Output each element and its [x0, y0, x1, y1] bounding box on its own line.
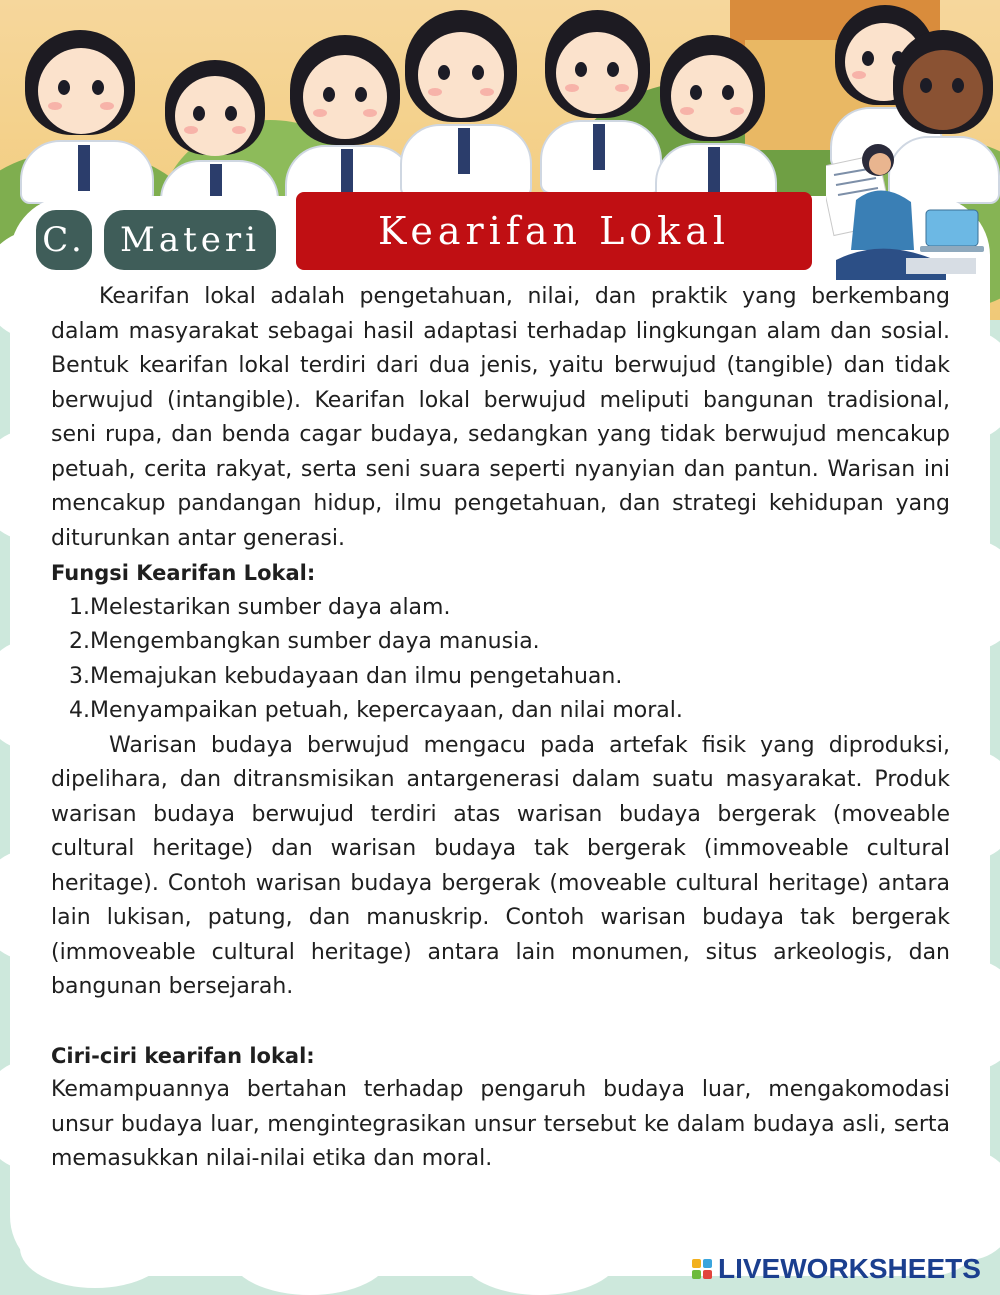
student-figure	[540, 10, 670, 200]
cloud-puff	[20, 1208, 170, 1288]
section-letter-badge	[36, 210, 92, 270]
title-banner	[296, 192, 812, 270]
functions-list	[51, 591, 950, 729]
intro-paragraph: Kearifan lokal adalah pengetahuan, nilai, dan praktik yang berkembang dalam masyarakat sebagai hasil adaptasi terhadap lingkungan alam dan sosial. Bentuk kearifan lokal terdiri dari dua jenis, yaitu berwujud (tangible) dan tidak berwujud (intangible). Kearifan lokal berwujud meliputi bangunan tradisional, seni rupa, dan benda cagar budaya, sedangkan yang tidak berwujud mencakup petuah, cerita rakyat, serta seni suara seperti nyanyian dan pantun. Warisan ini mencakup pandangan hidup, ilmu pengetahuan, dan strategi kehidupan yang diturunkan antar generasi.	[51, 284, 950, 551]
list-item: 4.Menyampaikan petuah, kepercayaan, dan nilai moral.	[69, 698, 683, 723]
list-item: 1.Melestarikan sumber daya alam.	[69, 594, 451, 620]
cloud-puff	[230, 1215, 390, 1295]
characteristics-paragraph: Kemampuannya bertahan terhadap pengaruh budaya luar, mengakomodasi unsur budaya luar, mengintegrasikan unsur tersebut ke dalam budaya asli, serta memasukkan nilai-nilai etika dan moral.	[51, 1077, 950, 1171]
student-figure	[20, 30, 170, 200]
logo-text: LIVEWORKSHEETS	[718, 1253, 981, 1284]
list-item: 2.Mengembangkan sumber daya manusia.	[69, 629, 540, 654]
section-letter: C.	[42, 220, 86, 260]
liveworksheets-logo[interactable]	[692, 1252, 981, 1286]
functions-heading: Fungsi Kearifan Lokal:	[51, 561, 316, 585]
student-figure	[160, 60, 290, 210]
section-label-badge	[104, 210, 276, 270]
logo-blocks-icon	[692, 1259, 712, 1279]
cloud-puff	[460, 1215, 620, 1295]
student-figure	[400, 10, 540, 200]
spacer	[51, 1005, 950, 1039]
reading-student-illustration	[826, 140, 986, 290]
page-title: Kearifan Lokal	[377, 209, 731, 253]
section-label: Materi	[120, 220, 260, 260]
article-body	[51, 280, 950, 1177]
characteristics-heading: Ciri-ciri kearifan lokal:	[51, 1043, 315, 1068]
student-figure	[655, 35, 785, 205]
list-item: 3.Memajukan kebudayaan dan ilmu pengetahuan.	[69, 663, 623, 689]
heritage-paragraph: Warisan budaya berwujud mengacu pada artefak fisik yang diproduksi, dipelihara, dan ditransmisikan antargenerasi dalam suatu masyarakat. Produk warisan budaya berwujud terdiri atas warisan budaya bergerak (moveable cultural heritage) dan warisan budaya tak bergerak (immoveable cultural heritage). Contoh warisan budaya bergerak (moveable cultural heritage) antara lain lukisan, patung, dan manuskrip. Contoh warisan budaya tak bergerak (immoveable cultural heritage) antara lain monumen, situs arkeologis, dan bangunan bersejarah.	[51, 732, 950, 999]
